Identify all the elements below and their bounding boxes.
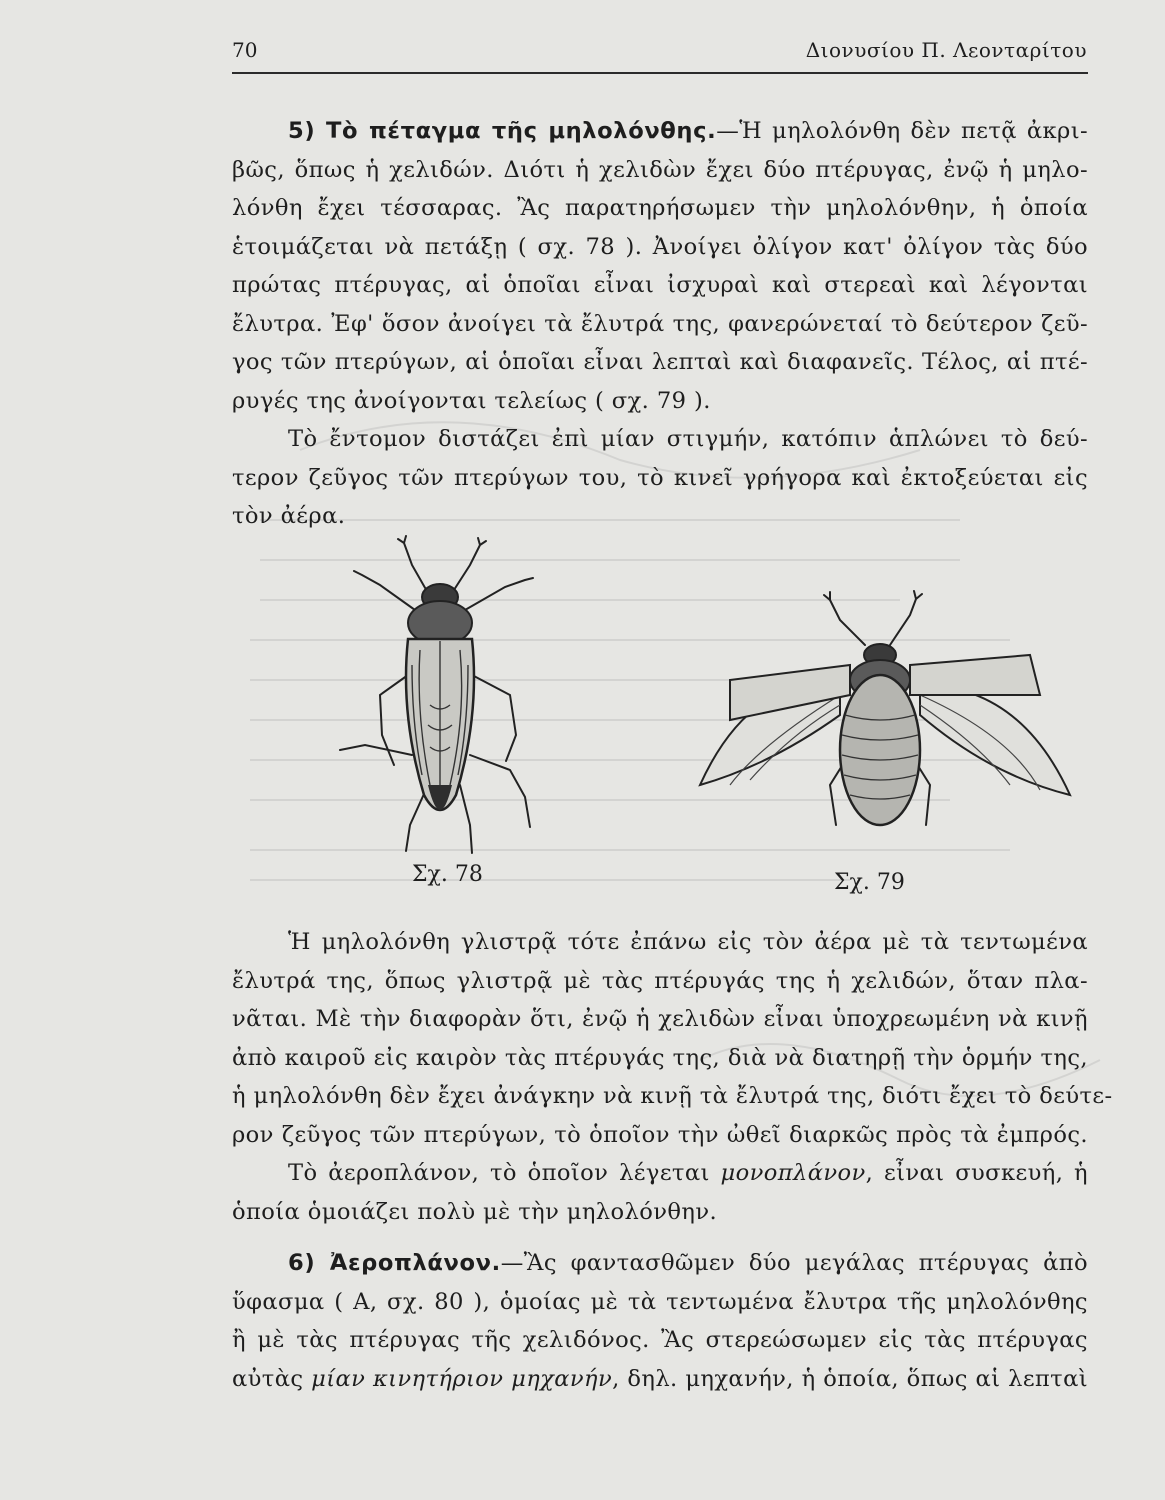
text-line (232, 1244, 1088, 1283)
text-line: ἡ μηλολόνθη δὲν ἔχει ἀνάγκην νὰ κινῇ τὰ ἔλυτρά της, διότι ἔχει τὸ δεύτε- (232, 1083, 1113, 1109)
text-line (232, 1360, 1088, 1399)
text-line: ἑτοιμάζεται νὰ πετάξῃ ( σχ. 78 ). Ἀνοίγει ὀλίγον κατ' ὀλίγον τὰς δύο (232, 233, 1088, 260)
text-line: βῶς, ὅπως ἡ χελιδών. Διότι ἡ χελιδὼν ἔχει δύο πτέρυγας, ἐνῷ ἡ μηλο- (232, 156, 1088, 183)
text-line: ὁποία ὁμοιάζει πολὺ μὲ τὴν μηλολόνθην. (232, 1198, 718, 1225)
header-rule (232, 72, 1088, 74)
section-6-heading: 6) Ἀεροπλάνον. (288, 1250, 501, 1276)
figure-78-caption: Σχ. 78 (412, 862, 483, 887)
text-line: ἔλυτρά της, ὅπως γλιστρᾷ μὲ τὰς πτέρυγάς της ἡ χελιδών, ὅταν πλα- (232, 967, 1088, 994)
text-span: , εἶναι συσκευή, ἡ (865, 1160, 1088, 1186)
text-span: , δηλ. μηχανήν, ἡ ὁποία, ὅπως αἱ λεπταὶ (612, 1365, 1089, 1392)
paragraph-gliding (232, 923, 1113, 1231)
text-line-content: —Ἡ μηλολόνθη δὲν πετᾷ ἀκρι- (716, 118, 1088, 144)
text-line: Ἡ μηλολόνθη γλιστρᾷ τότε ἐπάνω εἰς τὸν ἀέρα μὲ τὰ τεντωμένα (288, 929, 1088, 955)
section-5-heading: 5) Τὸ πέταγμα τῆς μηλολόνθης. (288, 118, 717, 144)
italic-term: μονοπλάνον (720, 1160, 866, 1186)
text-line: ἀπὸ καιροῦ εἰς καιρὸν τὰς πτέρυγάς της, διὰ νὰ διατηρῇ τὴν ὁρμήν της, (232, 1044, 1088, 1071)
section-6 (232, 1244, 1088, 1398)
page-header (232, 38, 1087, 68)
text-span: αὐτὰς (232, 1365, 312, 1392)
text-span: Τὸ ἀεροπλάνον, τὸ ὁποῖον λέγεται (288, 1160, 721, 1186)
text-line: Τὸ ἔντομον διστάζει ἐπὶ μίαν στιγμήν, κατόπιν ἁπλώνει τὸ δεύ- (288, 426, 1088, 452)
text-line: λόνθη ἔχει τέσσαρας. Ἂς παρατηρήσωμεν τὴν μηλολόνθην, ἡ ὁποία (232, 195, 1088, 221)
italic-term: μίαν κινητήριον μηχανήν (311, 1365, 613, 1392)
text-line (232, 112, 1088, 151)
text-line: τὸν ἀέρα. (232, 503, 346, 529)
text-line: ρυγές της ἀνοίγονται τελείως ( σχ. 79 ). (232, 387, 711, 414)
text-line: πρώτας πτέρυγας, αἱ ὁποῖαι εἶναι ἰσχυραὶ καὶ στερεαὶ καὶ λέγονται (232, 272, 1088, 298)
running-head-author: Διονυσίου Π. Λεονταρίτου (805, 38, 1087, 62)
text-line: ἔλυτρα. Ἐφ' ὅσον ἀνοίγει τὰ ἔλυτρά της, φανερώνεταί τὸ δεύτερον ζεῦ- (232, 310, 1088, 337)
cockchafer-open-wings-illustration (690, 585, 1090, 835)
text-line: ρον ζεῦγος τῶν πτερύγων, τὸ ὁποῖον τὴν ὠθεῖ διαρκῶς πρὸς τὰ ἐμπρός. (232, 1121, 1088, 1148)
text-line: ὕφασμα ( Α, σχ. 80 ), ὁμοίας μὲ τὰ τεντωμένα ἔλυτρα τῆς μηλολόνθης (232, 1288, 1088, 1315)
text-line (232, 1154, 1088, 1193)
section-5 (232, 112, 1088, 536)
page-number: 70 (232, 38, 258, 62)
text-line: τερον ζεῦγος τῶν πτερύγων του, τὸ κινεῖ γρήγορα καὶ ἐκτοξεύεται εἰς (232, 464, 1088, 491)
text-line: ἢ μὲ τὰς πτέρυγας τῆς χελιδόνος. Ἂς στερεώσωμεν εἰς τὰς πτέρυγας (232, 1327, 1088, 1353)
text-line: νᾶται. Μὲ τὴν διαφορὰν ὅτι, ἐνῷ ἡ χελιδὼν εἶναι ὑποχρεωμένη νὰ κινῇ (232, 1006, 1088, 1032)
text-line: γος τῶν πτερύγων, αἱ ὁποῖαι εἶναι λεπταὶ καὶ διαφανεῖς. Τέλος, αἱ πτέ- (232, 349, 1088, 375)
cockchafer-closed-wings-illustration (320, 535, 560, 865)
figure-79-caption: Σχ. 79 (834, 870, 905, 895)
text-line-content: —Ἂς φαντασθῶμεν δύο μεγάλας πτέρυγας ἀπὸ (500, 1250, 1088, 1276)
